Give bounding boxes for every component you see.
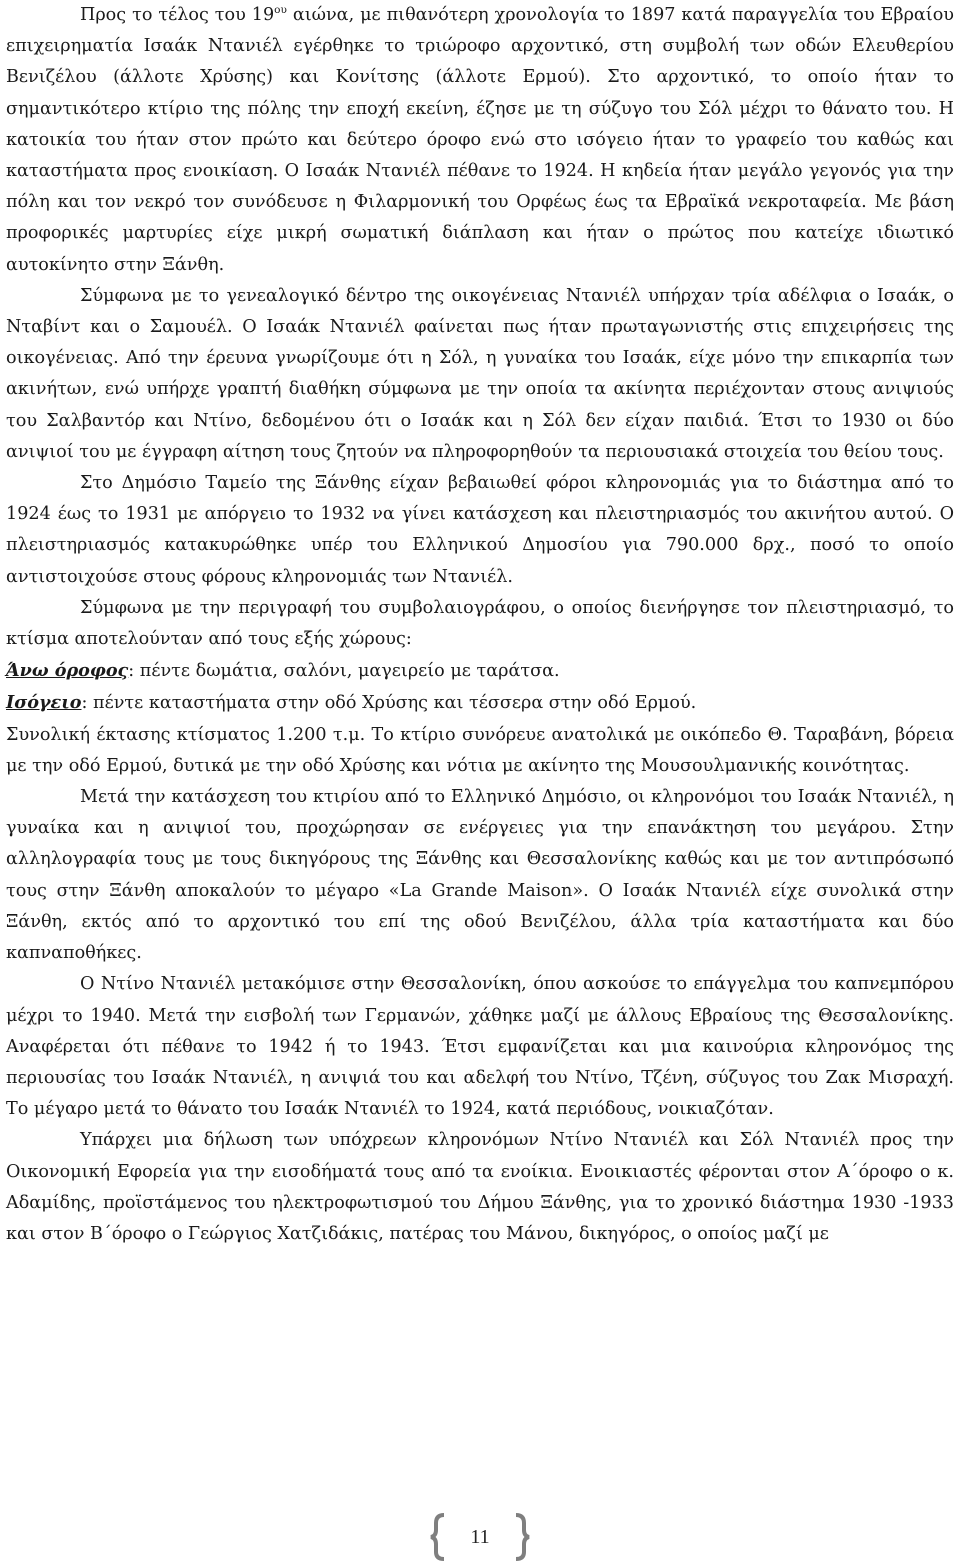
paragraph: Ο Ντίνο Ντανιέλ μετακόμισε στην Θεσσαλονίκη, όπου ασκούσε το επάγγελμα του καπνεμπόρου μέχρι το 1940. Μετά την εισβολή των Γερμανών, χάθηκε μαζί με άλλους Εβραίους της Θεσσαλονίκης. Αναφέρεται ότι πέθανε το 1942 ή το 1943. Έτσι εμφανίζεται και μια καινούρια κληρονόμος της περιουσίας του Ισαάκ Ντανιέλ, η ανιψιά του και αδελφή του Ντίνο, Τζένη, σύζυγος του Ζακ Μισραχή. Το μέγαρο μετά το θάνατο του Ισαάκ Ντανιέλ το 1924, κατά περιόδους, νοικιαζόταν. <box>6 974 954 1120</box>
paragraph: Σύμφωνα με την περιγραφή του συμβολαιογράφου, ο οποίος διενήργησε τον πλειστηριασμό, το κτίσμα αποτελούνταν από τους εξής χώρους: <box>6 597 954 650</box>
paragraph: Υπάρχει μια δήλωση των υπόχρεων κληρονόμων Ντίνο Ντανιέλ και Σόλ Ντανιέλ προς την Οικονομική Εφορεία για την εισοδήματά τους από τα ενοίκια. Ενοικιαστές φέρονται στον Α΄όροφο ο κ. Αδαμίδης, προϊστάμενος του ηλεκτροφωτισμού του Δήμου Ξάνθης, για το χρονικό διάστημα 1930 -1933 και στον Β΄όροφο ο Γεώργιος Χατζιδάκις, πατέρας του Μάνου, δικηγόρος, ο οποίος μαζί με <box>6 1130 954 1244</box>
page-footer <box>430 1512 530 1562</box>
list-label: Ισόγειο <box>6 692 82 714</box>
page-number: 11 <box>470 1526 490 1548</box>
list-item-ground-floor: Ισόγειο: πέντε καταστήματα στην οδό Χρύσης και τέσσερα στην οδό Ερμού. <box>6 692 697 714</box>
paragraph: Συνολική έκτασης κτίσματος 1.200 τ.μ. Το κτίριο συνόρευε ανατολικά με οικόπεδο Θ. Ταραβάνη, βόρεια με την οδό Ερμού, δυτικά με την οδό Χρύσης και νότια με ακίνητο της Μουσουλμανικής κοινότητας. <box>6 724 954 776</box>
paragraph: Σύμφωνα με το γενεαλογικό δέντρο της οικογένειας Ντανιέλ υπήρχαν τρία αδέλφια ο Ισαάκ, ο Νταβίντ και ο Σαμουέλ. Ο Ισαάκ Ντανιέλ φαίνεται πως ήταν πρωταγωνιστής στις επιχειρήσεις της οικογένειας. Από την έρευνα γνωρίζουμε ότι η Σόλ, η γυναίκα του Ισαάκ, είχε μόνο την επικαρπία των ακινήτων, ενώ υπήρχε γραπτή διαθήκη σύμφωνα με την οποία τα ακίνητα περιέχονταν στους ανιψιούς του Σαλβαντόρ και Ντίνο, δεδομένου ότι ο Ισαάκ και η Σόλ δεν είχαν παιδιά. Έτσι το 1930 οι δύο ανιψιοί του με έγγραφη αίτηση τους ζητούν να πληροφορηθούν τα περιουσιακά στοιχεία του θείου τους. <box>6 285 954 462</box>
list-item-upper-floor: Άνω όροφος: πέντε δωμάτια, σαλόνι, μαγειρείο με ταράτσα. <box>6 660 560 682</box>
document-body <box>6 0 954 1250</box>
paragraph: Προς το τέλος του $19^{o\upsilon}$ αιώνα, με πιθανότερη χρονολογία το 1897 κατά παραγγελία του Εβραίου επιχειρηματία Ισαάκ Ντανιέλ εγέρθηκε το τριώροφο αρχοντικό, στη συμβολή των οδών Ελευθερίου Βενιζέλου (άλλοτε Χρύσης) και Κονίτσης (άλλοτε Ερμού). Στο αρχοντικό, το οποίο ήταν το σημαντικότερο κτίριο της πόλης την εποχή εκείνη, έζησε με τη σύζυγο του Σόλ μέχρι το θάνατο του. Η κατοικία του ήταν στον πρώτο και δεύτερο όροφο ενώ στο ισόγειο ήταν το γραφείο του καθώς και καταστήματα προς ενοικίαση. Ο Ισαάκ Ντανιέλ πέθανε το 1924. Η κηδεία ήταν μεγάλο γεγονός για την πόλη και τον νεκρό τον συνόδευσε η Φιλαρμονική του Ορφέως έως τα Εβραϊκά νεκροταφεία. Με βάση προφορικές μαρτυρίες είχε μικρή σωματική διάπλαση και ήταν ο πρώτος που κατείχε ιδιωτικό αυτοκίνητο στην Ξάνθη. <box>6 4 954 275</box>
paragraph: Στο Δημόσιο Ταμείο της Ξάνθης είχαν βεβαιωθεί φόροι κληρονομιάς για το διάστημα από το 1924 έως το 1931 με απόργειο το 1932 να γίνει κατάσχεση και πλειστηριασμός του ακινήτου αυτού. Ο πλειστηριασμός κατακυρώθηκε υπέρ του Ελληνικού Δημοσίου για 790.000 δρχ., ποσό το οποίο αντιστοιχούσε στους φόρους κληρονομιάς των Ντανιέλ. <box>6 473 954 587</box>
superscript: ου <box>274 4 287 17</box>
paragraph: Μετά την κατάσχεση του κτιρίου από το Ελληνικό Δημόσιο, οι κληρονόμοι του Ισαάκ Ντανιέλ, η γυναίκα και η ανιψιοί του, προχώρησαν σε ενέργειες για την επανάκτηση του μεγάρου. Στην αλληλογραφία τους με τους δικηγόρους της Ξάνθης και Θεσσαλονίκης καθώς και με τον αντιπρόσωπό τους στην Ξάνθη αποκαλούν το μέγαρο «La Grande Maison». Ο Ισαάκ Ντανιέλ είχε συνολικά στην Ξάνθη, εκτός από το αρχοντικό του επί της οδού Βενιζέλου, άλλα τρία καταστήματα και δύο καπναποθήκες. <box>6 787 954 964</box>
list-label: Άνω όροφος <box>6 660 129 682</box>
